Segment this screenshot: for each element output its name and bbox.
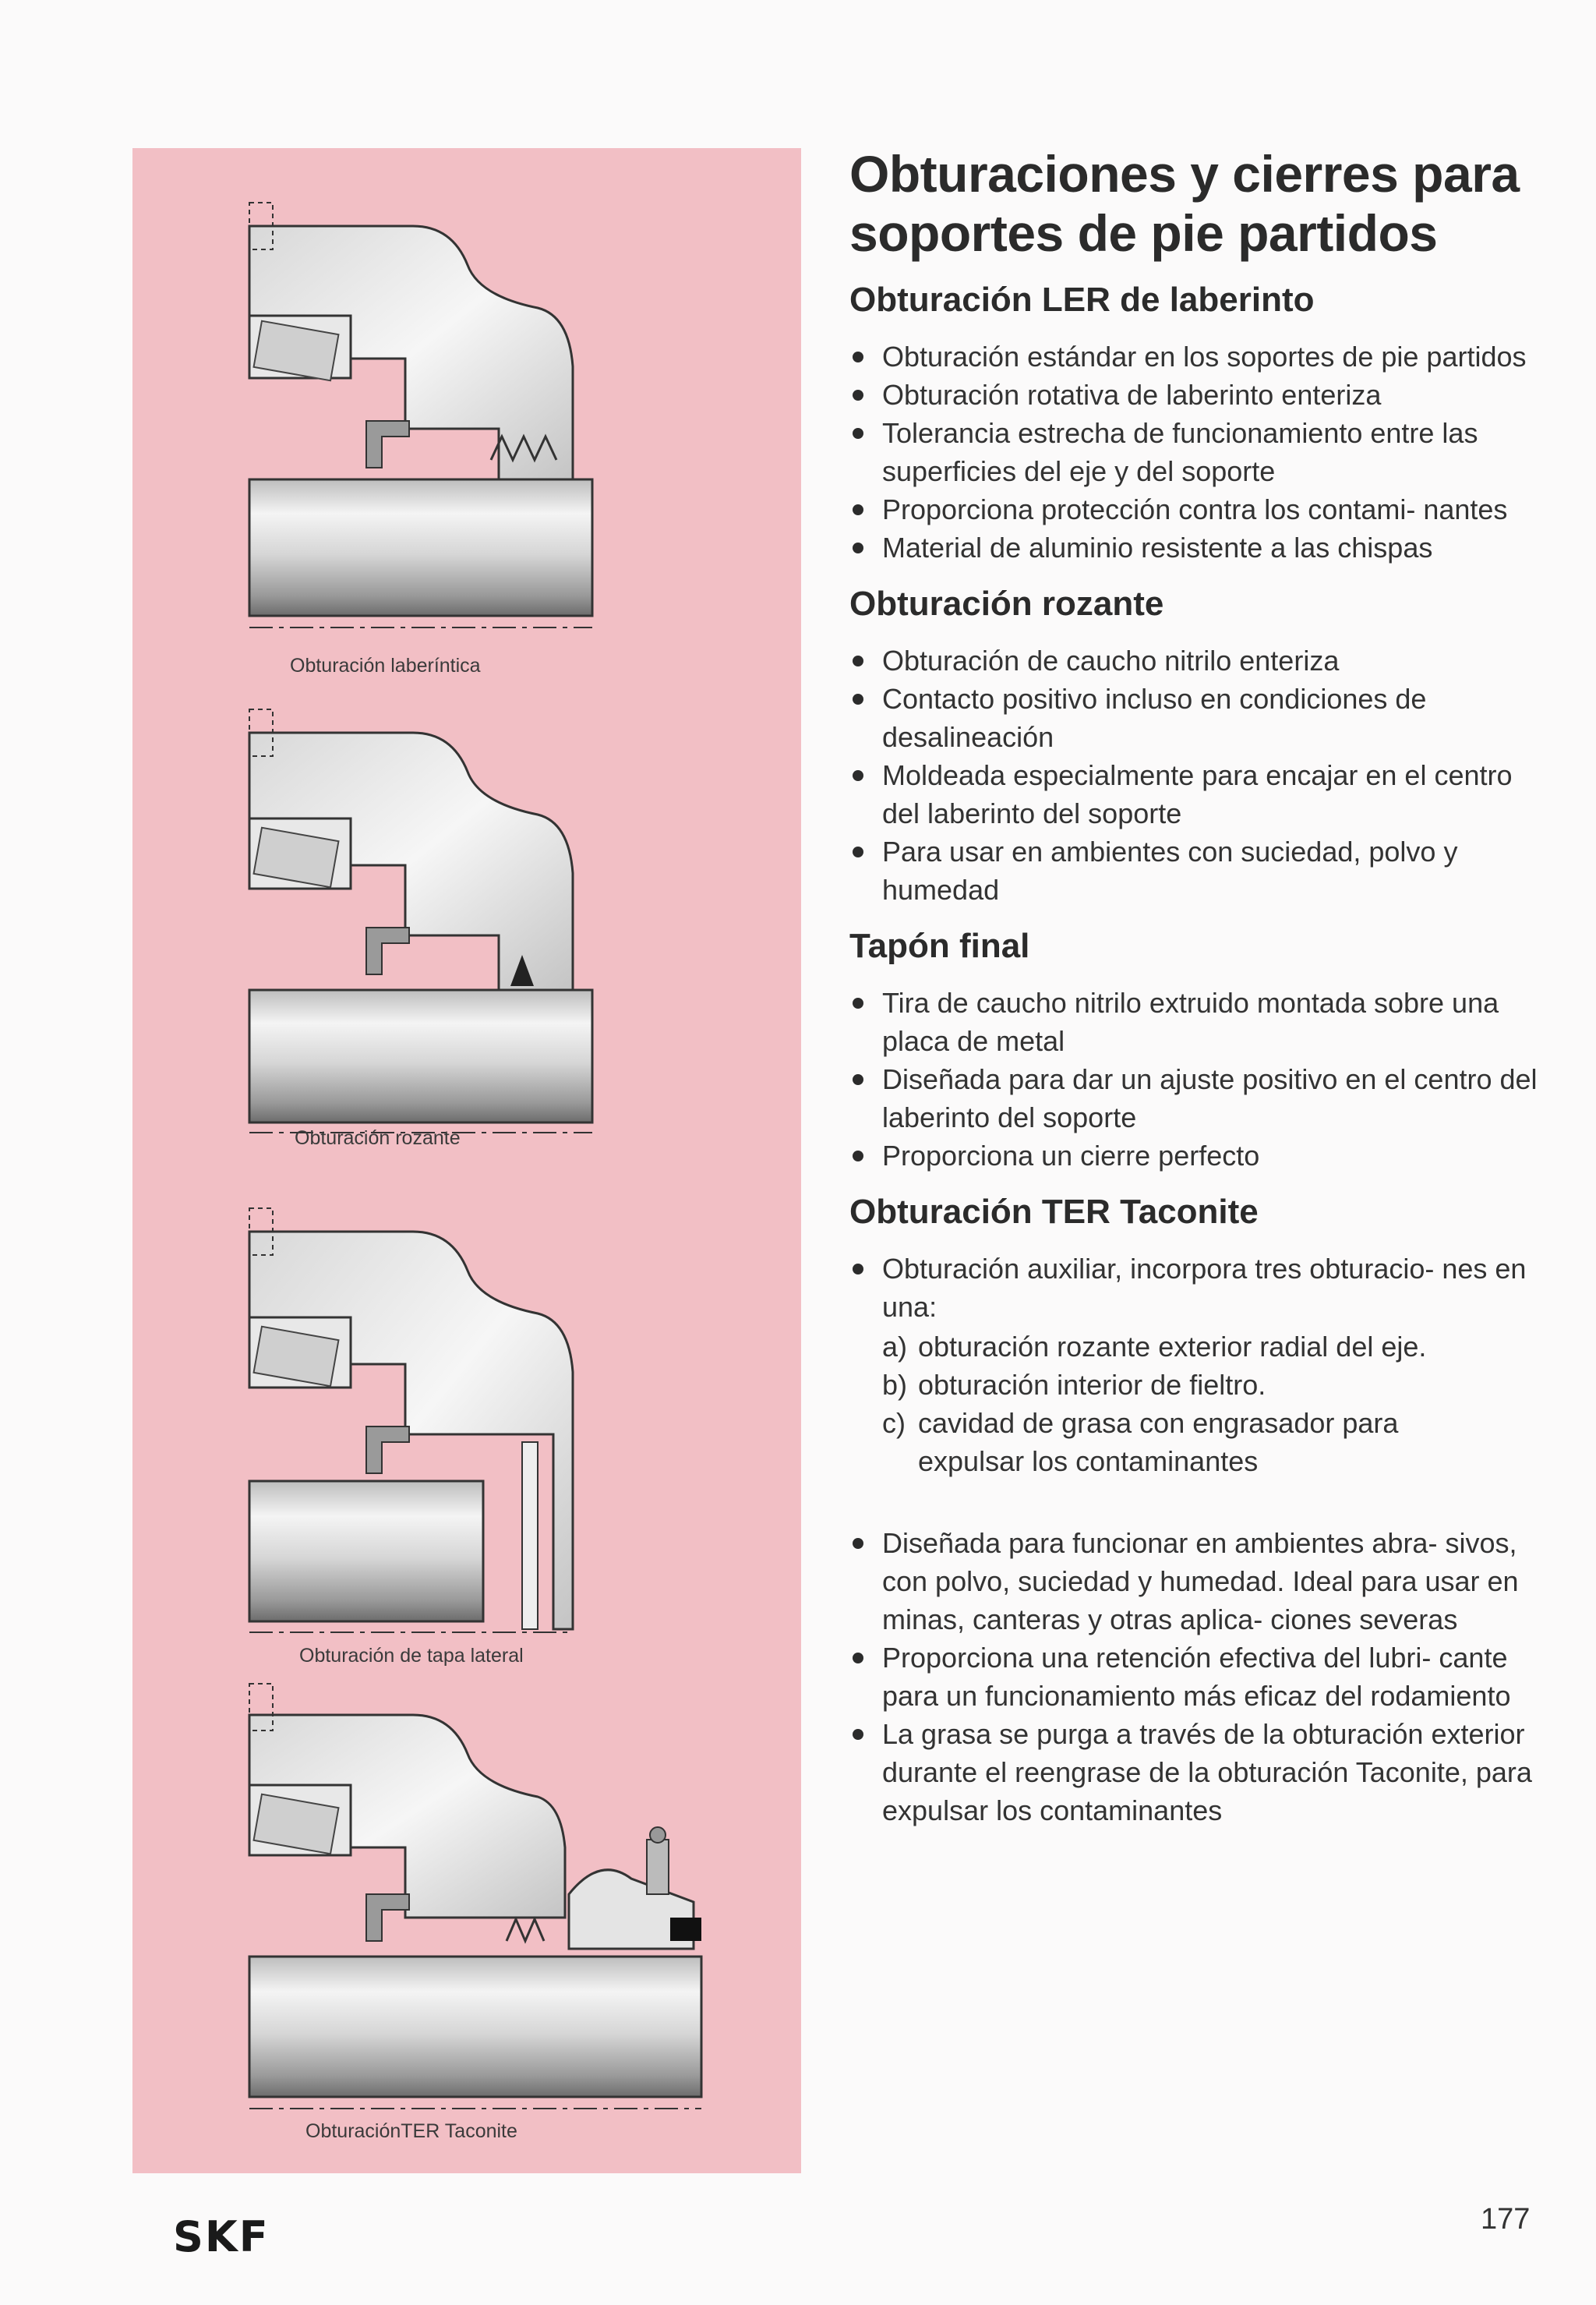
contact-seal-drawing [132, 686, 801, 1146]
list-item: La grasa se purga a través de la obturación exterior durante el reengrase de la obturación Taconite, para expulsar los contaminantes [849, 1715, 1551, 1830]
bullet-icon [853, 1538, 863, 1549]
text-column [849, 144, 1551, 1830]
list-item: Diseñada para dar un ajuste positivo en el centro del laberinto del soporte [849, 1060, 1551, 1137]
figure-labyrinth-seal [132, 171, 801, 702]
list-item: Proporciona un cierre perfecto [849, 1137, 1551, 1175]
sub-item: a) obturación rozante exterior radial del eje. [882, 1331, 1427, 1363]
list-item: Material de aluminio resistente a las chispas [849, 529, 1551, 567]
bullet-icon [853, 352, 863, 362]
section-heading: Obturación LER de laberinto [849, 281, 1315, 319]
bullet-list [849, 642, 1551, 909]
bullet-list [849, 984, 1551, 1175]
bullet-icon [853, 390, 863, 401]
skf-logo: SKF [173, 2212, 270, 2261]
bullet-icon [853, 656, 863, 666]
sub-item: b) obturación interior de fieltro. [882, 1369, 1266, 1401]
sub-item: expulsar los contaminantes [918, 1445, 1259, 1477]
end-cover-seal-drawing [132, 1185, 801, 1653]
bullet-icon [853, 694, 863, 705]
figure-panel [132, 148, 801, 2173]
bullet-icon [853, 1729, 863, 1740]
bullet-list [849, 338, 1551, 567]
bullet-icon [853, 1264, 863, 1274]
list-item: Tolerancia estrecha de funcionamiento entre las superficies del eje y del soporte [849, 414, 1551, 490]
bullet-icon [853, 1653, 863, 1663]
taconite-seal-drawing [132, 1668, 801, 2136]
figure-contact-seal [132, 686, 801, 1185]
section-ter-taconite [849, 1192, 1551, 1830]
list-item: Proporciona protección contra los contami- nantes [849, 490, 1551, 529]
section-ler-labyrinth [849, 280, 1551, 567]
figure-taconite-seal [132, 1668, 801, 2167]
sub-list [882, 1327, 1551, 1480]
list-item: Para usar en ambientes con suciedad, polvo y humedad [849, 833, 1551, 909]
labyrinth-seal-drawing [132, 171, 801, 639]
bullet-icon [853, 1151, 863, 1161]
list-item: Obturación estándar en los soportes de pie partidos [849, 338, 1551, 376]
figure-caption: Obturación de tapa lateral [299, 1645, 524, 1667]
bullet-icon [853, 998, 863, 1009]
section-end-plug [849, 926, 1551, 1175]
figure-caption: Obturación rozante [295, 1127, 461, 1149]
bullet-list [849, 1524, 1551, 1830]
section-heading: Obturación rozante [849, 585, 1164, 623]
section-contact-seal [849, 584, 1551, 909]
section-heading: Tapón final [849, 927, 1030, 965]
list-item: Obturación auxiliar, incorpora tres obturacio- nes en una: a) obturación rozante exterior radial del eje. b) obturación interior de fieltro. c) cavidad de grasa con engrasador para expulsar los contaminantes [849, 1250, 1551, 1480]
bullet-icon [853, 770, 863, 781]
bullet-icon [853, 847, 863, 857]
bullet-icon [853, 428, 863, 439]
section-heading: Obturación TER Taconite [849, 1193, 1259, 1231]
list-item: Proporciona una retención efectiva del lubri- cante para un funcionamiento más eficaz del rodamiento [849, 1639, 1551, 1715]
list-item: Moldeada especialmente para encajar en el centro del laberinto del soporte [849, 756, 1551, 833]
list-item: Contacto positivo incluso en condiciones de desalineación [849, 680, 1551, 756]
bullet-list [849, 1250, 1551, 1480]
list-item: Tira de caucho nitrilo extruido montada sobre una placa de metal [849, 984, 1551, 1060]
page-number: 177 [1481, 2203, 1531, 2236]
bullet-icon [853, 543, 863, 553]
bullet-icon [853, 1074, 863, 1085]
figure-end-cover-seal [132, 1185, 801, 1684]
figure-caption: Obturación laberíntica [290, 655, 481, 677]
figure-caption: ObturaciónTER Taconite [305, 2120, 517, 2142]
list-item: Diseñada para funcionar en ambientes abra- sivos, con polvo, suciedad y humedad. Ideal para usar en minas, canteras y otras aplica- ciones severas [849, 1524, 1551, 1639]
sub-item: c) cavidad de grasa con engrasador para [882, 1407, 1399, 1439]
bullet-icon [853, 504, 863, 515]
list-item: Obturación rotativa de laberinto enteriza [849, 376, 1551, 414]
list-item: Obturación de caucho nitrilo enteriza [849, 642, 1551, 680]
page-title: Obturaciones y cierres para soportes de pie partidos [849, 145, 1520, 262]
